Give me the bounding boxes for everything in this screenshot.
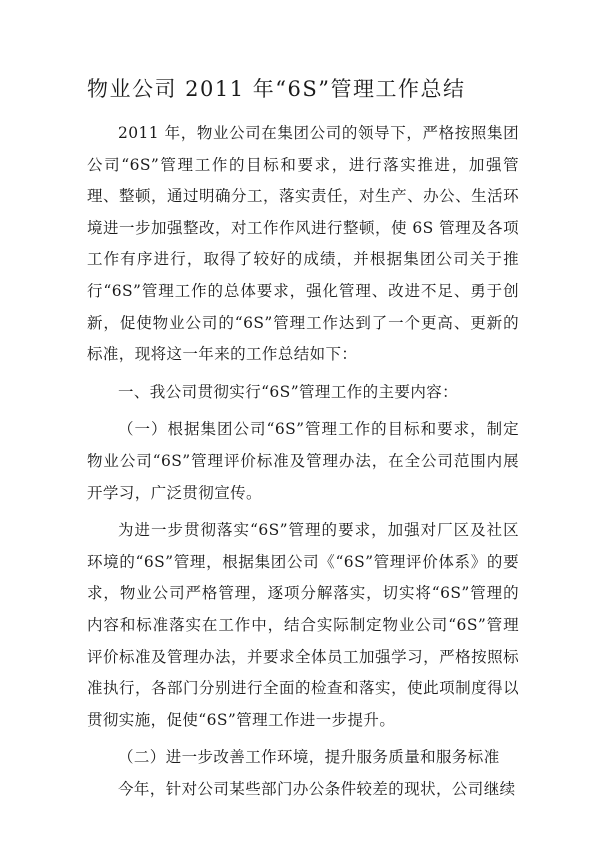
subsection-paragraph-1: （一）根据集团公司“6S”管理工作的目标和要求，制定物业公司“6S”管理评价标准及管理办法，在全公司范围内展开学习，广泛贯彻宣传。 <box>87 420 519 502</box>
document-title: 物业公司 2011 年“6S”管理工作总结 <box>87 77 466 101</box>
intro-paragraph: 2011 年，物业公司在集团公司的领导下，严格按照集团公司“6S”管理工作的目标和要求，进行落实推进，加强管理、整顿，通过明确分工，落实责任，对生产、办公、生活环境进一步加强整改，对工作作风进行整顿，使 6S 管理及各项工作有序进行，取得了较好的成绩，并根据集团公司关于推行“6S”管理工作的总体要求，强化管理、改进不足、勇于创新，促使物业公司的“6S”管理工作达到了一个更高、更新的标准，现将这一年来的工作总结如下： <box>87 124 519 364</box>
document-body <box>87 118 519 805</box>
subsection-heading-2: （二）进一步改善工作环境，提升服务质量和服务标准 <box>118 748 500 767</box>
section-heading-1: 一、我公司贯彻实行“6S”管理工作的主要内容： <box>118 382 459 401</box>
closing-paragraph: 今年，针对公司某些部门办公条件较差的现状，公司继续 <box>118 779 516 798</box>
implementation-paragraph: 为进一步贯彻落实“6S”管理的要求，加强对厂区及社区环境的“6S”管理，根据集团公司《“6S”管理评价体系》的要求，物业公司严格管理，逐项分解落实，切实将“6S”管理的内容和标准落实在工作中，结合实际制定物业公司“6S”管理评价标准及管理办法，并要求全体员工加强学习，严格按照标准执行，各部门分别进行全面的检查和落实，使此项制度得以贯彻实施，促使“6S”管理工作进一步提升。 <box>87 521 519 729</box>
